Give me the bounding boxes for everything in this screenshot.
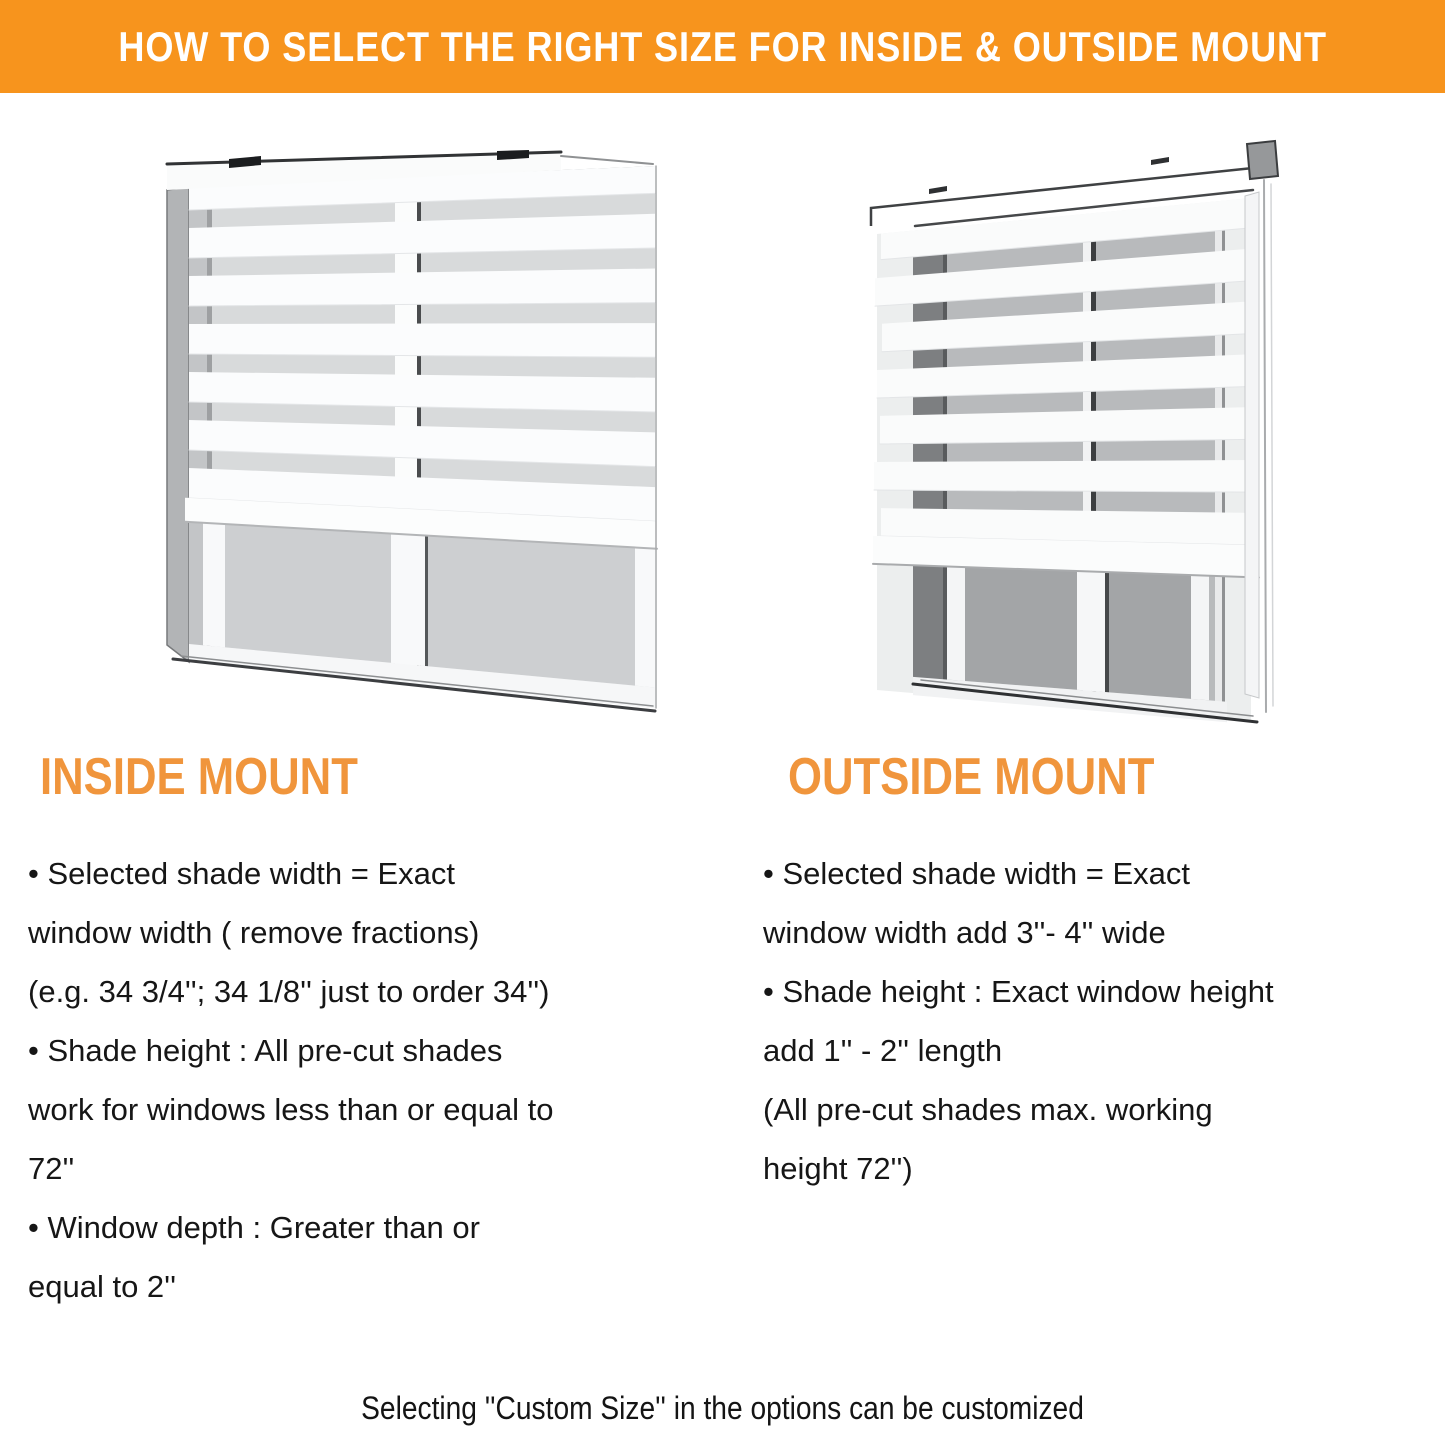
size-guide-banner: [0, 0, 1445, 93]
inside-mount-illustration: [155, 150, 675, 725]
outside-mount-instructions: [763, 844, 1445, 1198]
instruction-line: window width add 3''- 4'' wide: [763, 915, 1166, 950]
instruction-line: • Shade height : All pre-cut shades: [28, 1033, 503, 1068]
instruction-line: add 1'' - 2'' length: [763, 1033, 1003, 1068]
custom-size-note: Selecting ''Custom Size'' in the options can be customized: [361, 1390, 1084, 1426]
instruction-line: work for windows less than or equal to: [28, 1092, 554, 1127]
instruction-line: 72'': [28, 1151, 75, 1186]
instruction-line: height 72''): [763, 1151, 913, 1186]
instruction-line: • Selected shade width = Exact: [28, 856, 456, 891]
inside-mount-heading: INSIDE MOUNT: [40, 748, 358, 806]
instruction-line: window width ( remove fractions): [28, 915, 480, 950]
instruction-line: equal to 2'': [28, 1269, 177, 1304]
inside-mount-instructions: [28, 844, 728, 1316]
outside-mount-illustration: [855, 138, 1375, 738]
instruction-line: (e.g. 34 3/4''; 34 1/8'' just to order 34''): [28, 974, 550, 1009]
banner-title: HOW TO SELECT THE RIGHT SIZE FOR INSIDE & OUTSIDE MOUNT: [118, 22, 1327, 70]
instruction-line: • Selected shade width = Exact: [763, 856, 1191, 891]
outside-mount-heading: OUTSIDE MOUNT: [788, 748, 1155, 806]
instruction-line: • Shade height : Exact window height: [763, 974, 1274, 1009]
instruction-line: (All pre-cut shades max. working: [763, 1092, 1213, 1127]
instruction-line: • Window depth : Greater than or: [28, 1210, 480, 1245]
